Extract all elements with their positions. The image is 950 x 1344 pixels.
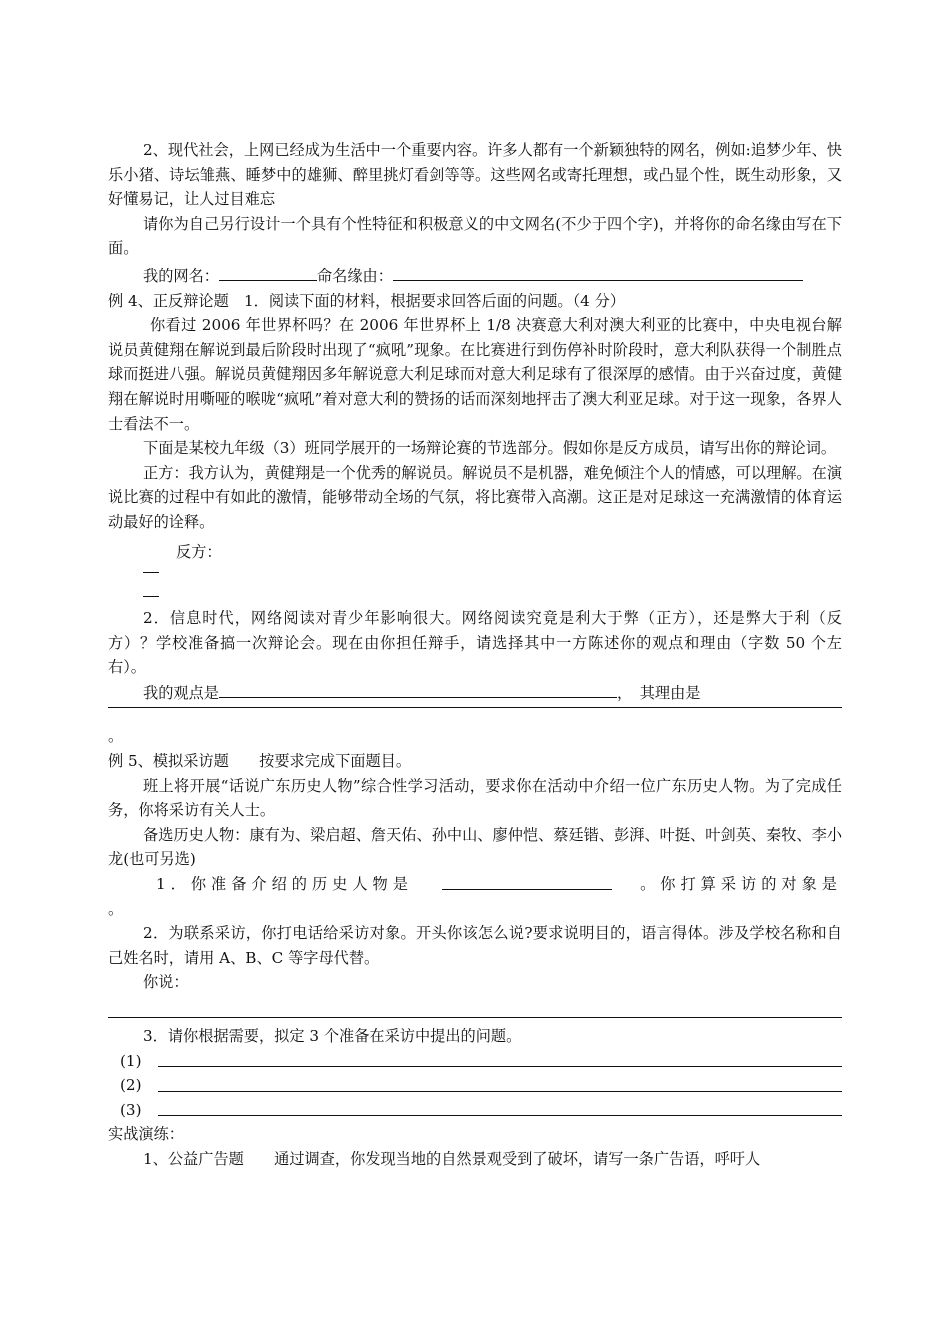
q2-paragraph-2: 请你为自己另行设计一个具有个性特征和积极意义的中文网名(不少于四个字)，并将你的命名缘由写在下面。 [108,214,842,258]
question-number-1: (1) [120,1051,142,1070]
reason-label-2: ， 其理由是 [616,683,701,702]
q1-end-mark: 。 [108,899,124,918]
example-4-task: 下面是某校九年级（3）班同学展开的一场辩论赛的节选部分。假如你是反方成员，请写出你的辩论词。 [143,439,837,458]
net-name-blank[interactable] [219,263,317,281]
net-name-label: 我的网名： [143,266,219,285]
q1-text-a: 1．你准备介绍的历史人物是 [156,875,413,894]
q2-paragraph-1: 2、现代社会，上网已经成为生活中一个重要内容。许多人都有一个新颖独特的网名，例如:追梦少年、快乐小猪、诗坛雏燕、睡梦中的雄狮、醉里挑灯看剑等等。这些网名或寄托理想，或凸显个性，既生动形象，又好懂易记，让人过目难忘 [108,141,842,209]
example-4-title: 例 4、正反辩论题 1．阅读下面的材料，根据要求回答后面的问题。（4 分） [108,291,626,310]
say-label: 你说： [143,973,189,992]
question-blank-1[interactable] [158,1051,842,1067]
example-5-title: 例 5、模拟采访题 按要求完成下面题目。 [108,752,412,771]
example-5-candidates: 备选历史人物：康有为、梁启超、詹天佑、孙中山、廖仲恺、蔡廷锴、彭湃、叶挺、叶剑英、秦牧、李小龙(也可另选) [108,825,842,869]
figure-blank[interactable] [442,872,612,890]
view-answer-row [108,680,842,706]
con-answer-line-2[interactable] [143,596,159,597]
con-answer-line-1[interactable] [143,572,159,573]
say-answer-line[interactable] [108,1017,842,1018]
reason-answer-line[interactable] [108,707,842,708]
question-line-1 [108,1049,842,1074]
example-4-pro-side: 正方：我方认为，黄健翔是一个优秀的解说员。解说员不是机器，难免倾注个人的情感，可以理解。在演说比赛的过程中有如此的激情，能够带动全场的气氛，将比赛带入高潮。这正是对足球这一充满激情的体育运动最好的诠释。 [108,463,842,531]
example-4-con-label: 反方： [176,542,222,561]
question-blank-2[interactable] [158,1076,842,1092]
example-5-question-3: 3．请你根据需要，拟定 3 个准备在采访中提出的问题。 [143,1027,522,1045]
question-number-3: (3) [120,1100,142,1119]
question-line-2 [108,1073,842,1098]
practice-title: 实战演练： [108,1125,184,1144]
practice-item-1: 1、公益广告题 通过调查，你发现当地的自然景观受到了破坏，请写一条广告语，呼吁人 [143,1149,761,1168]
example-5-question-2: 2．为联系采访，你打电话给采访对象。开头你该怎么说?要求说明目的，语言得体。涉及学校名称和自己姓名时，请用 A、B、C 等字母代替。 [108,924,842,967]
example-5-intro: 班上将开展“话说广东历史人物”综合性学习活动，要求你在活动中介绍一位广东历史人物。为了完成任务，你将采访有关人士。 [108,776,842,820]
reason-blank[interactable] [393,263,803,281]
example-4-material: 你看过 2006 年世界杯吗？在 2006 年世界杯上 1/8 决赛意大利对澳大利亚的比赛中，中央电视台解说员黄健翔在解说到最后阶段时出现了“疯吼”现象。在比赛进行到伤停补时阶段时，意大利队获得一个制胜点球而挺进八强。解说员黄健翔因多年解说意大利足球而对意大利足球有了很深厚的感情。由于兴奋过度，黄健翔在解说时用嘶哑的喉咙“疯吼”着对意大利的赞扬的话而深刻地抨击了澳大利亚足球。对于这一现象，各界人士看法不一。 [108,316,842,433]
q1-answer-row [108,872,842,897]
example-4-question-2: 2．信息时代，网络阅读对青少年影响很大。网络阅读究竟是利大于弊（正方），还是弊大于利（反方）？学校准备搞一次辩论会。现在由你担任辩手，请选择其中一方陈述你的观点和理由（字数 50 个左右）。 [108,609,842,677]
question-number-2: (2) [120,1076,142,1095]
reason-end-mark: 。 [108,727,124,746]
reason-label: 命名缘由： [316,266,393,285]
worksheet-page [108,138,842,1172]
question-line-3 [108,1098,842,1123]
view-label: 我的观点是 [143,683,219,702]
question-blank-3[interactable] [158,1100,842,1116]
q1-text-b: 。你打算采访的对象是 [640,875,842,894]
view-blank[interactable] [219,680,617,698]
q2-answer-row [108,263,842,289]
con-answer-lines [108,564,842,600]
